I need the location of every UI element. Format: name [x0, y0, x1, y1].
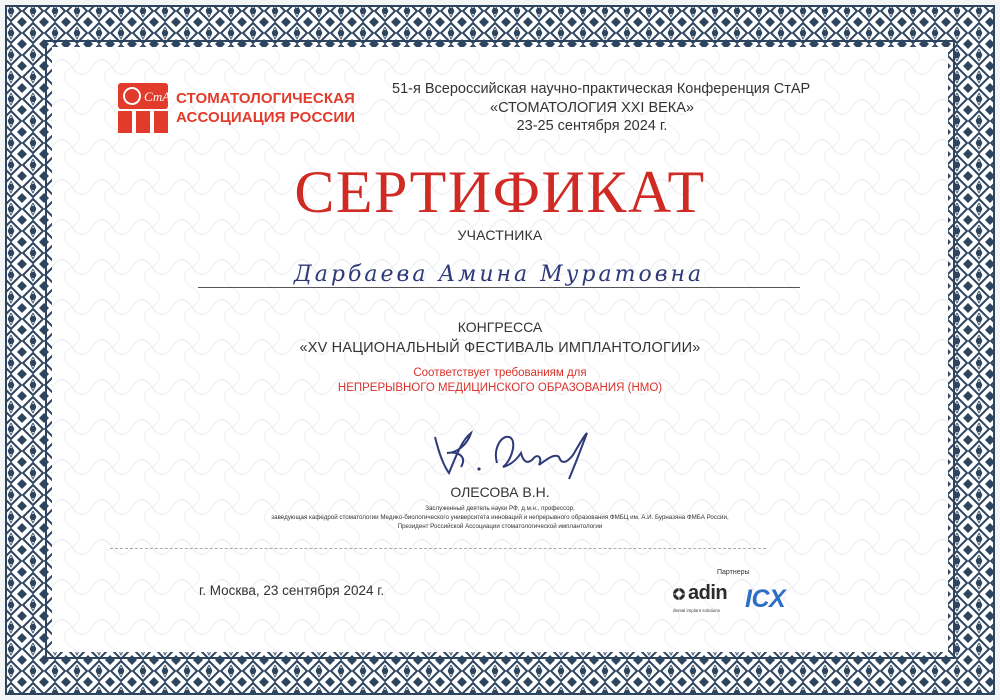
certificate-title: СЕРТИФИКАТ	[294, 159, 706, 225]
place-and-date: г. Москва, 23 сентября 2024 г.	[199, 583, 385, 598]
logo-wordmark	[176, 89, 376, 127]
signatory-credentials-line-3: Президент Российской Ассоциации стоматологической имплантологии	[397, 523, 603, 530]
nmo-compliance-line-1: Соответствует требованиям для	[413, 367, 587, 379]
logo-line-1: СТОМАТОЛОГИЧЕСКАЯ	[176, 90, 355, 107]
conference-title: «СТОМАТОЛОГИЯ XXI ВЕКА»	[490, 99, 694, 116]
conference-dates: 23-25 сентября 2024 г.	[516, 118, 668, 134]
congress-label: КОНГРЕССА	[457, 319, 543, 335]
signature-mark	[427, 423, 597, 483]
star-dental-association-logo-icon	[118, 83, 179, 135]
nmo-compliance-line-2: НЕПРЕРЫВНОГО МЕДИЦИНСКОГО ОБРАЗОВАНИЯ (НМО)	[337, 382, 663, 394]
signatory-name: ОЛЕСОВА В.Н.	[450, 484, 550, 500]
name-underline	[198, 287, 800, 288]
footer-divider	[110, 548, 766, 549]
conference-name: 51-я Всероссийская научно-практическая Конференция СтАР	[392, 81, 811, 97]
certificate-body	[52, 47, 948, 652]
signatory-credentials-line-2: заведующая кафедрой стоматологии Медико-биологического университета инноваций и непрерывного образования ФМБЦ им. А.И. Бурназяна ФМБА России,	[271, 514, 729, 521]
partner-adin-tagline: dental implant solutions	[673, 608, 721, 613]
partners-label: Партнеры	[717, 569, 750, 576]
adin-logo-icon	[672, 587, 686, 601]
certificate-subtitle: УЧАСТНИКА	[457, 227, 543, 243]
participant-name: Дарбаева Амина Муратовна	[293, 262, 705, 287]
festival-name: «XV НАЦИОНАЛЬНЫЙ ФЕСТИВАЛЬ ИМПЛАНТОЛОГИИ»	[299, 340, 701, 356]
conference-header	[392, 80, 811, 136]
partner-icx: ICX	[745, 585, 786, 613]
association-logo	[118, 83, 368, 133]
svg-text:СтАР: СтАР	[144, 89, 179, 104]
partner-adin: adin	[688, 582, 728, 604]
signatory-credentials-line-1: Заслуженный деятель науки РФ, д.м.н., профессор,	[425, 505, 575, 512]
logo-line-2: АССОЦИАЦИЯ РОССИИ	[176, 109, 356, 126]
